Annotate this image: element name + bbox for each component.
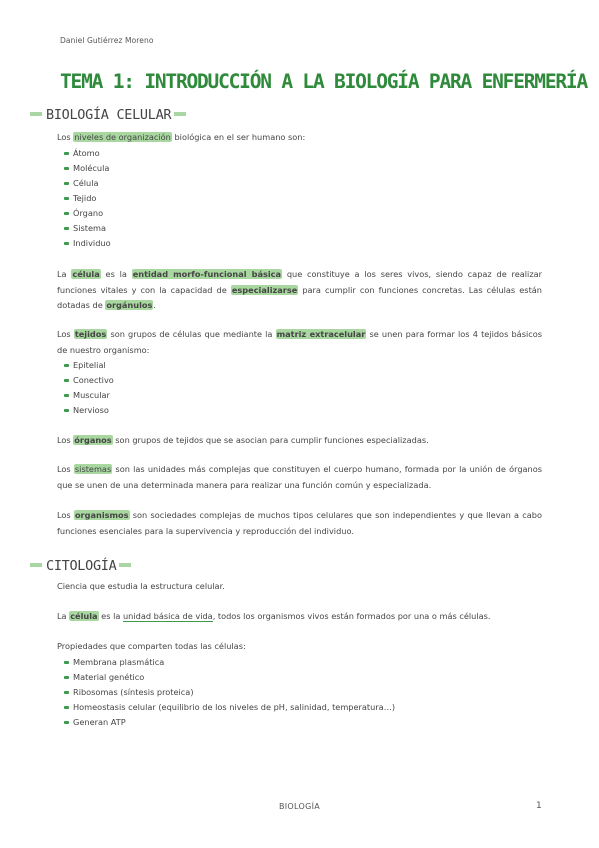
list-item: Conectivo [64, 373, 114, 388]
list-item: Nervioso [64, 403, 114, 418]
list-item: Epitelial [64, 358, 114, 373]
list-item: Ribosomas (síntesis proteica) [64, 685, 395, 700]
author-name: Daniel Gutiérrez Moreno [60, 36, 154, 45]
section-heading-citologia: CITOLOGÍA [30, 558, 131, 574]
tissues-list [64, 358, 114, 418]
page-number: 1 [536, 801, 542, 811]
celula-paragraph: La célula es la entidad morfo-funcional básica que constituye a los seres vivos, siendo capaz de realizar funciones vitales y con la capacidad de especializarse para cumplir con funciones concretas. Las células están dotadas de orgánulos. [57, 269, 542, 310]
list-item: Material genético [64, 670, 395, 685]
list-item: Sistema [64, 221, 111, 236]
organismos-paragraph: Los organismos son sociedades complejas de muchos tipos celulares que son independientes y que llevan a cabo funciones esenciales para la supervivencia y reproducción del individuo. [57, 510, 542, 536]
tejidos-paragraph: Los tejidos son grupos de células que mediante la matriz extracelular se unen para formar los 4 tejidos básicos de nuestro organismo: [57, 329, 543, 355]
list-item: Homeostasis celular (equilibrio de los niveles de pH, salinidad, temperatura…) [64, 700, 395, 715]
unidad-paragraph: La célula es la unidad básica de vida, todos los organismos vivos están formados por una o más células. [57, 611, 491, 621]
list-item: Célula [64, 176, 111, 191]
page-title: TEMA 1: INTRODUCCIÓN A LA BIOLOGÍA PARA ENFERMERÍA [60, 70, 587, 93]
list-item: Átomo [64, 146, 111, 161]
organos-paragraph: Los órganos son grupos de tejidos que se asocian para cumplir funciones especializadas. [57, 435, 429, 445]
heading-dash-right [174, 112, 186, 116]
list-item: Tejido [64, 191, 111, 206]
list-item: Generan ATP [64, 715, 395, 730]
levels-intro: Los niveles de organización biológica en el ser humano son: [57, 132, 306, 142]
properties-intro: Propiedades que comparten todas las células: [57, 641, 246, 651]
list-item: Órgano [64, 206, 111, 221]
properties-list [64, 655, 395, 730]
footer-subject: BIOLOGÍA [278, 802, 321, 811]
levels-list [64, 146, 111, 251]
section-heading-biologia: BIOLOGÍA CELULAR [30, 107, 186, 123]
heading-dash-left [30, 112, 42, 116]
list-item: Membrana plasmática [64, 655, 395, 670]
heading-dash-right [119, 563, 131, 567]
citologia-definition: Ciencia que estudia la estructura celular. [57, 581, 225, 591]
sistemas-paragraph: Los sistemas son las unidades más complejas que constituyen el cuerpo humano, formada por la unión de órganos que se unen de una determinada manera para realizar una función común y especializada. [57, 464, 543, 490]
list-item: Muscular [64, 388, 114, 403]
list-item: Molécula [64, 161, 111, 176]
heading-dash-left [30, 563, 42, 567]
list-item: Individuo [64, 236, 111, 251]
